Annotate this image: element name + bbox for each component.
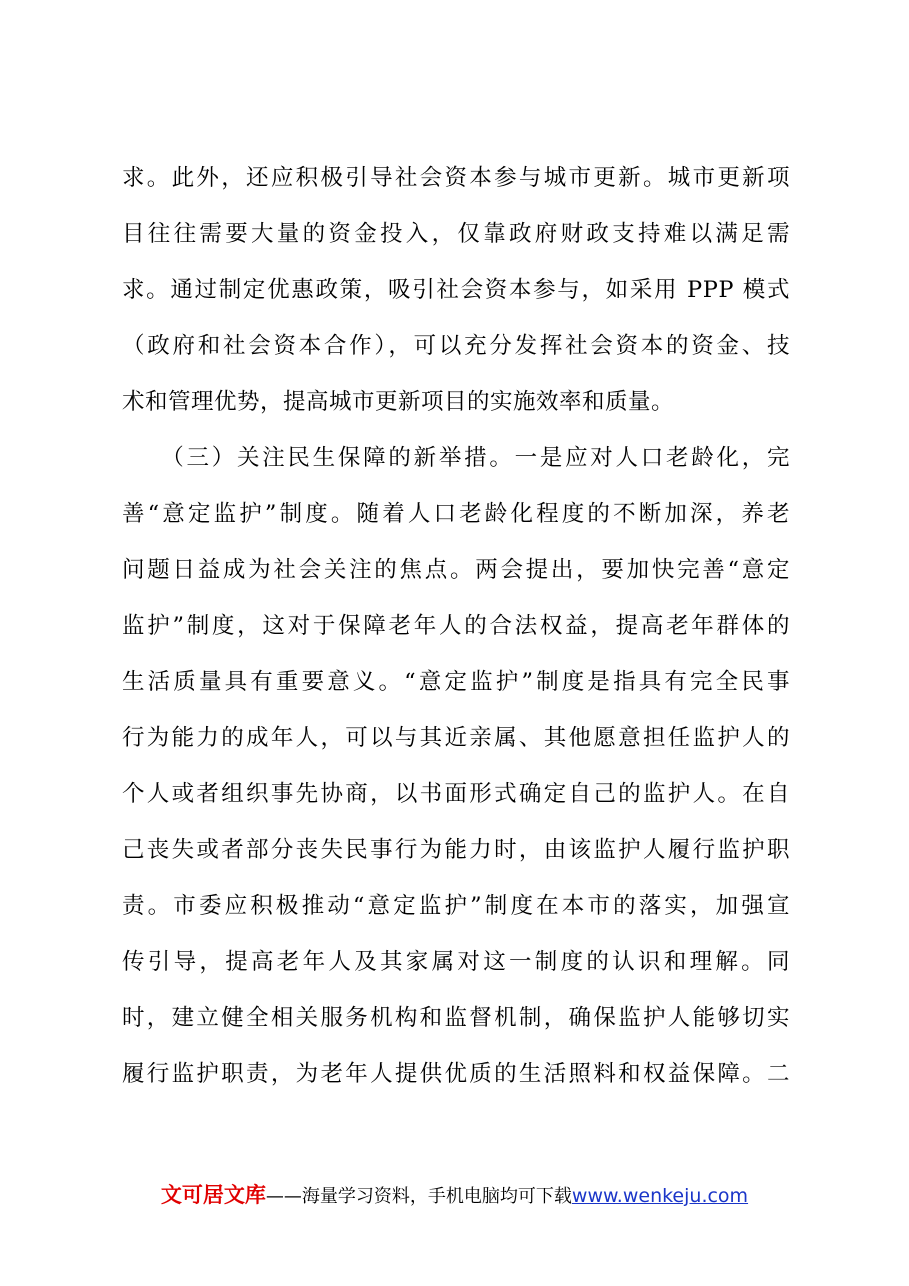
footer-brand: 文可居文库 bbox=[160, 1183, 266, 1207]
text-line: 生活质量具有重要意义。“意定监护”制度是指具有完全民事 bbox=[122, 669, 790, 695]
text-line: 责。市委应积极推动“意定监护”制度在本市的落实，加强宣 bbox=[122, 893, 790, 919]
text-line: 己丧失或者部分丧失民事行为能力时，由该监护人履行监护职 bbox=[122, 837, 790, 863]
text-line: 术和管理优势，提高城市更新项目的实施效率和质量。 bbox=[122, 389, 675, 415]
text-line: 目往往需要大量的资金投入，仅靠政府财政支持难以满足需 bbox=[122, 221, 790, 247]
text-line: 行为能力的成年人，可以与其近亲属、其他愿意担任监护人的 bbox=[122, 725, 790, 751]
text-line: 履行监护职责，为老年人提供优质的生活照料和权益保障。二 bbox=[122, 1061, 790, 1087]
text-line: 问题日益成为社会关注的焦点。两会提出，要加快完善“意定 bbox=[122, 557, 790, 583]
text-line: 求。此外，还应积极引导社会资本参与城市更新。城市更新项 bbox=[122, 165, 790, 191]
section-heading-line: （三）关注民生保障的新举措。一是应对人口老龄化，完 bbox=[122, 445, 790, 471]
text-line: （政府和社会资本合作），可以充分发挥社会资本的资金、技 bbox=[122, 333, 790, 359]
footer-tagline: ——海量学习资料，手机电脑均可下载 bbox=[265, 1186, 572, 1207]
text-line: 求。通过制定优惠政策，吸引社会资本参与，如采用 PPP 模式 bbox=[122, 277, 790, 303]
text-line: 传引导，提高老年人及其家属对这一制度的认识和理解。同 bbox=[122, 949, 790, 975]
text-line: 善“意定监护”制度。随着人口老龄化程度的不断加深，养老 bbox=[122, 501, 790, 527]
text-line: 时，建立健全相关服务机构和监督机制，确保监护人能够切实 bbox=[122, 1005, 790, 1031]
text-line: 监护”制度，这对于保障老年人的合法权益，提高老年群体的 bbox=[122, 613, 790, 639]
footer bbox=[0, 1180, 909, 1212]
text-line: 个人或者组织事先协商，以书面形式确定自己的监护人。在自 bbox=[122, 781, 790, 807]
body-text bbox=[122, 150, 790, 1102]
footer-site-link[interactable]: www.wenkeju.com bbox=[571, 1185, 749, 1207]
